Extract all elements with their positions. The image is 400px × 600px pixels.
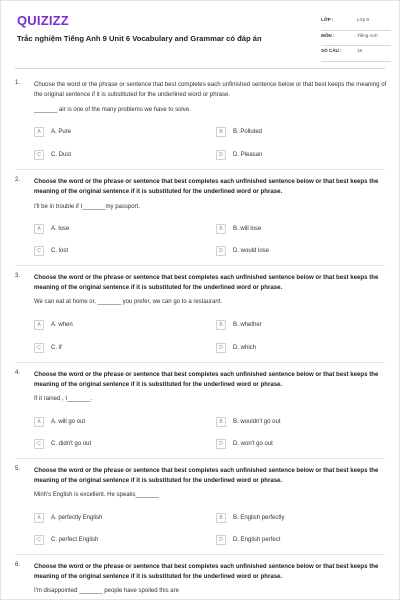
question-stem: We can eat at home or, _______ you prefer, we can go to a restaurant. — [34, 299, 223, 305]
option-text: B. Polluted — [233, 128, 263, 135]
option-text: C. perfect English — [51, 536, 99, 543]
option-text: B. wouldn't go out — [233, 418, 281, 425]
option-letter-box: D — [216, 535, 226, 545]
question-number: 6. — [15, 562, 21, 568]
option-text: B. English perfectly — [233, 514, 285, 521]
option-text: D. English perfect — [233, 536, 281, 543]
meta-row-class — [321, 15, 391, 31]
option-b[interactable] — [216, 513, 386, 525]
option-letter-box: D — [216, 246, 226, 256]
option-a[interactable] — [34, 513, 204, 525]
option-letter-box: B — [216, 417, 226, 427]
question-instruction: Choose the word or the phrase or sentence that best completes each unfinished sentence below or that best keeps the meaning of the original sentence if it is substituted for the underlined word or phrase. — [34, 467, 379, 484]
option-letter-box: B — [216, 320, 226, 330]
question-stem: I'll be in trouble if I_______my passport. — [34, 204, 140, 210]
meta-value: Lớp 9 — [357, 17, 369, 22]
option-text: A. when — [51, 321, 73, 328]
option-c[interactable] — [34, 343, 204, 355]
option-text: B. will lose — [233, 225, 262, 232]
question-separator — [15, 265, 385, 266]
option-a[interactable] — [34, 417, 204, 429]
option-text: C. lost — [51, 247, 69, 254]
question-instruction: Choose the word or the phrase or sentence that best completes each unfinished sentence below or that best keeps the meaning of the original sentence if it is substituted for the underlined word or phrase. — [34, 371, 379, 388]
option-text: A. perfectly English — [51, 514, 103, 521]
meta-info — [321, 15, 391, 62]
meta-key: MÔN : — [321, 32, 335, 38]
option-text: A. will go out — [51, 418, 86, 425]
option-letter-box: C — [34, 535, 44, 545]
option-d[interactable] — [216, 535, 386, 547]
question-number: 2. — [15, 177, 21, 183]
option-text: C. if — [51, 344, 62, 351]
option-letter-box: C — [34, 246, 44, 256]
question-number: 1. — [15, 80, 21, 86]
option-letter-box: C — [34, 343, 44, 353]
option-letter-box: B — [216, 224, 226, 234]
option-text: D. Pleasan — [233, 151, 263, 158]
option-letter-box: C — [34, 150, 44, 160]
question-number: 3. — [15, 273, 21, 279]
option-letter-box: A — [34, 224, 44, 234]
question-number: 4. — [15, 370, 21, 376]
option-a[interactable] — [34, 127, 204, 139]
question-number: 5. — [15, 466, 21, 472]
option-letter-box: A — [34, 320, 44, 330]
option-text: B. whether — [233, 321, 262, 328]
question-instruction: Choose the word or the phrase or sentence that best completes each unfinished sentence below or that best keeps the meaning of the original sentence if it is substituted for the underlined word or phrase. — [34, 563, 379, 580]
question-stem: Minh's English is excellent. He speaks_______ — [34, 492, 159, 498]
meta-row-count — [321, 46, 391, 62]
option-d[interactable] — [216, 343, 386, 355]
question-instruction: Choose the word or the phrase or sentence that best completes each unfinished sentence below or that best keeps the meaning of the original sentence if it is substituted for the underlined word or phrase. — [34, 274, 379, 291]
question-instruction: Choose the word or the phrase or sentence that best completes each unfinished sentence below or that best keeps the meaning of the original sentence if it is substituted for the underlined word or phrase. — [34, 81, 387, 98]
meta-value: 15 — [357, 48, 363, 53]
option-text: D. won't go out — [233, 440, 273, 447]
meta-row-subject — [321, 31, 391, 47]
option-d[interactable] — [216, 246, 386, 258]
option-b[interactable] — [216, 320, 386, 332]
option-letter-box: C — [34, 439, 44, 449]
option-letter-box: D — [216, 343, 226, 353]
option-text: D. which — [233, 344, 257, 351]
question-instruction: Choose the word or the phrase or sentence that best completes each unfinished sentence below or that best keeps the meaning of the original sentence if it is substituted for the underlined word or phrase. — [34, 178, 379, 195]
option-a[interactable] — [34, 224, 204, 236]
meta-key: LỚP : — [321, 17, 334, 22]
option-d[interactable] — [216, 150, 386, 162]
option-letter-box: D — [216, 439, 226, 449]
option-text: D. would lose — [233, 247, 270, 254]
meta-key: SỐ CÂU : — [321, 48, 342, 53]
option-c[interactable] — [34, 246, 204, 258]
header-divider — [15, 68, 385, 69]
question-stem: I'm disappointed _______ people have spoiled this are — [34, 588, 179, 594]
option-b[interactable] — [216, 127, 386, 139]
option-text: C. Dust — [51, 151, 72, 158]
option-text: C. didn't go out — [51, 440, 92, 447]
option-letter-box: A — [34, 513, 44, 523]
question-separator — [15, 458, 385, 459]
meta-value: Tiếng Anh — [357, 32, 378, 38]
question-separator — [15, 554, 385, 555]
option-a[interactable] — [34, 320, 204, 332]
page-title: Trắc nghiệm Tiếng Anh 9 Unit 6 Vocabulary and Grammar có đáp án — [17, 34, 262, 43]
option-letter-box: B — [216, 513, 226, 523]
option-text: A. Pure — [51, 128, 72, 135]
worksheet-header — [1, 1, 400, 63]
option-d[interactable] — [216, 439, 386, 451]
option-letter-box: B — [216, 127, 226, 137]
question-stem: If it rained , I_______. — [34, 396, 93, 402]
option-text: A. lose — [51, 225, 70, 232]
question-separator — [15, 169, 385, 170]
question-stem: _______ air is one of the many problems we have to solve. — [34, 107, 191, 113]
question-separator — [15, 362, 385, 363]
option-letter-box: D — [216, 150, 226, 160]
quizizz-logo: QUIZIZZ — [17, 13, 69, 28]
option-c[interactable] — [34, 150, 204, 162]
option-b[interactable] — [216, 417, 386, 429]
option-b[interactable] — [216, 224, 386, 236]
option-letter-box: A — [34, 417, 44, 427]
option-letter-box: A — [34, 127, 44, 137]
option-c[interactable] — [34, 535, 204, 547]
option-c[interactable] — [34, 439, 204, 451]
